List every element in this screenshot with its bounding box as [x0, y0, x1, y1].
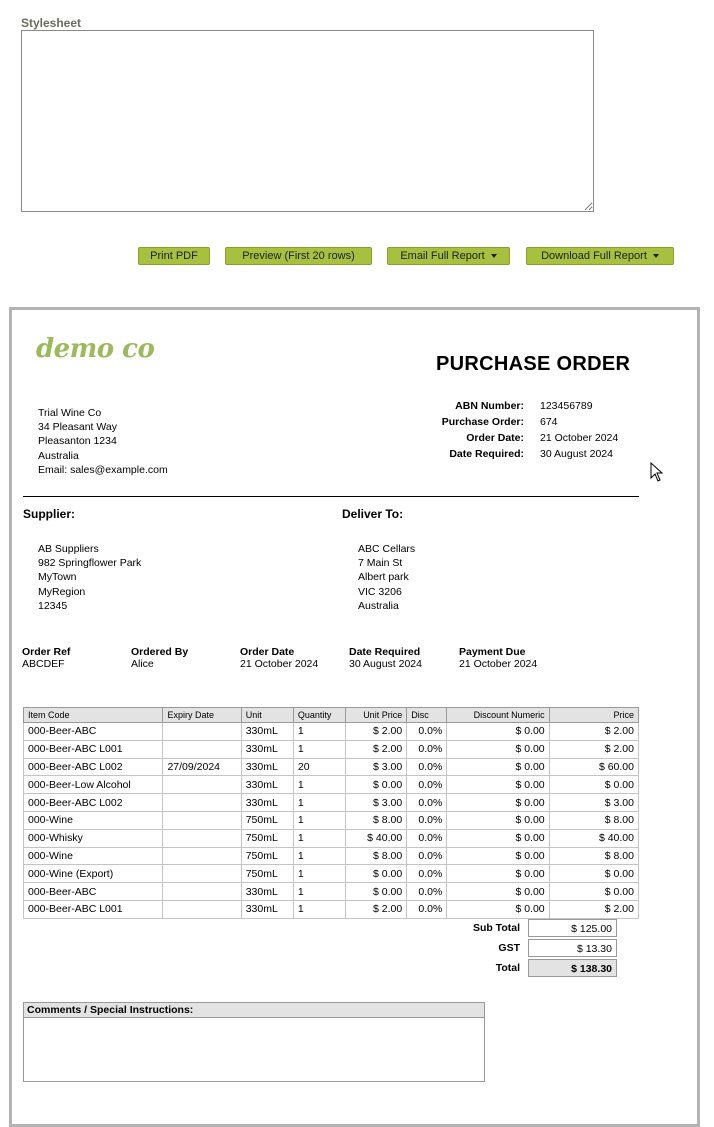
table-row [24, 776, 639, 794]
table-cell: 27/09/2024 [163, 758, 241, 776]
table-cell: 750mL [241, 865, 293, 883]
table-cell: $ 0.00 [447, 865, 549, 883]
table-cell: 000-Wine [24, 811, 163, 829]
table-row [24, 723, 639, 741]
header-field-label: Purchase Order: [441, 416, 524, 428]
header-field-row [412, 414, 652, 430]
ref-label: Order Date [240, 646, 295, 658]
total-label: GST [498, 942, 520, 954]
total-row [460, 959, 617, 977]
deliver-to-address [358, 542, 415, 613]
address-line: AB Suppliers [38, 543, 99, 555]
ref-label: Date Required [349, 646, 421, 658]
ref-value: 30 August 2024 [349, 658, 422, 670]
column-header: Discount Numeric [447, 708, 549, 723]
table-cell: $ 8.00 [549, 811, 638, 829]
table-cell: 330mL [241, 740, 293, 758]
company-country: Australia [38, 449, 79, 462]
table-cell: 000-Beer-ABC L001 [24, 740, 163, 758]
column-header: Unit Price [346, 708, 407, 723]
ref-value: 21 October 2024 [240, 658, 319, 670]
table-cell: 330mL [241, 723, 293, 741]
column-header: Price [549, 708, 638, 723]
column-header: Expiry Date [163, 708, 241, 723]
table-cell: $ 0.00 [447, 811, 549, 829]
table-row [24, 847, 639, 865]
table-cell: $ 0.00 [549, 865, 638, 883]
company-address [38, 406, 168, 477]
mouse-pointer-icon [650, 462, 664, 482]
stylesheet-label: Stylesheet [21, 16, 82, 30]
table-cell: 1 [293, 794, 345, 812]
ref-value: 21 October 2024 [459, 658, 538, 670]
table-cell: 330mL [241, 794, 293, 812]
ref-label: Ordered By [131, 646, 189, 658]
ref-value: Alice [131, 658, 154, 670]
table-row [24, 865, 639, 883]
address-line: Australia [358, 599, 399, 612]
table-cell: $ 2.00 [346, 723, 407, 741]
header-field-label: Order Date: [466, 432, 524, 444]
table-cell: 0.0% [407, 740, 447, 758]
table-cell: 000-Whisky [24, 829, 163, 847]
table-cell: 1 [293, 829, 345, 847]
ordered-by-block [131, 646, 188, 670]
table-cell [163, 740, 241, 758]
table-row [24, 900, 639, 918]
table-cell: 0.0% [407, 776, 447, 794]
ref-label: Order Ref [22, 646, 71, 658]
address-line: VIC 3206 [358, 585, 402, 598]
comments-title: Comments / Special Instructions: [24, 1003, 484, 1018]
table-row [24, 883, 639, 901]
company-city: Pleasanton 1234 [38, 435, 117, 448]
table-cell: 330mL [241, 758, 293, 776]
download-label: Download Full Report [541, 250, 647, 262]
header-field-value: 30 August 2024 [540, 448, 613, 460]
address-line: MyTown [38, 571, 77, 584]
table-row [24, 758, 639, 776]
table-cell: $ 8.00 [346, 847, 407, 865]
total-value: $ 13.30 [528, 939, 617, 957]
table-cell: 000-Beer-ABC [24, 883, 163, 901]
column-header: Quantity [293, 708, 345, 723]
header-field-value: 674 [540, 416, 558, 428]
header-field-label: ABN Number: [455, 400, 524, 412]
table-cell: 000-Wine [24, 847, 163, 865]
ref-value: ABCDEF [22, 658, 65, 670]
table-cell: $ 40.00 [346, 829, 407, 847]
table-cell [163, 900, 241, 918]
table-cell: $ 2.00 [346, 740, 407, 758]
table-cell: 1 [293, 776, 345, 794]
table-cell [163, 829, 241, 847]
header-field-row [412, 398, 652, 414]
column-header: Unit [241, 708, 293, 723]
table-cell: $ 0.00 [447, 794, 549, 812]
table-cell [163, 811, 241, 829]
table-cell: $ 40.00 [549, 829, 638, 847]
table-cell: 1 [293, 865, 345, 883]
table-cell: 0.0% [407, 758, 447, 776]
total-label: Total [495, 962, 520, 974]
email-full-report-button[interactable] [387, 247, 510, 265]
table-cell [163, 847, 241, 865]
address-line: 12345 [38, 599, 68, 612]
table-cell [163, 883, 241, 901]
preview-button[interactable] [225, 247, 372, 265]
header-field-row [412, 446, 652, 462]
table-cell: 000-Beer-ABC L001 [24, 900, 163, 918]
table-cell: $ 0.00 [447, 758, 549, 776]
total-label: Sub Total [472, 922, 520, 934]
table-row [24, 740, 639, 758]
comments-box [23, 1002, 485, 1082]
table-cell: 750mL [241, 811, 293, 829]
caret-down-icon [491, 254, 497, 258]
print-pdf-label: Print PDF [150, 250, 198, 262]
total-row [460, 939, 617, 957]
company-name: Trial Wine Co [38, 407, 102, 419]
table-cell: $ 0.00 [447, 740, 549, 758]
report-title: PURCHASE ORDER [436, 353, 631, 375]
table-cell: 0.0% [407, 811, 447, 829]
table-cell: $ 3.00 [549, 794, 638, 812]
table-row [24, 811, 639, 829]
table-cell: 330mL [241, 776, 293, 794]
payment-due-block [459, 646, 537, 670]
table-cell: 0.0% [407, 794, 447, 812]
table-cell: $ 3.00 [346, 758, 407, 776]
table-cell: 1 [293, 847, 345, 865]
table-cell: 330mL [241, 900, 293, 918]
line-items-table [23, 707, 639, 919]
header-divider [23, 496, 639, 497]
table-cell: $ 0.00 [346, 865, 407, 883]
table-cell: 750mL [241, 829, 293, 847]
table-cell: $ 0.00 [549, 883, 638, 901]
address-line: ABC Cellars [358, 543, 416, 555]
total-row [460, 919, 617, 937]
table-cell: $ 2.00 [549, 723, 638, 741]
order-ref-block [22, 646, 70, 670]
table-cell: 000-Beer-ABC L002 [24, 758, 163, 776]
ref-label: Payment Due [459, 646, 526, 658]
table-cell [163, 723, 241, 741]
download-full-report-button[interactable] [526, 247, 674, 265]
table-cell: $ 0.00 [447, 829, 549, 847]
table-cell [163, 776, 241, 794]
column-header: Disc [407, 708, 447, 723]
header-field-value: 21 October 2024 [540, 432, 619, 444]
table-cell: 000-Wine (Export) [24, 865, 163, 883]
table-cell: 0.0% [407, 723, 447, 741]
header-field-value: 123456789 [540, 400, 593, 412]
table-body [24, 723, 639, 919]
table-cell: $ 0.00 [346, 883, 407, 901]
header-field-row [412, 430, 652, 446]
totals-block [460, 919, 617, 979]
table-cell: 20 [293, 758, 345, 776]
table-cell: $ 0.00 [447, 883, 549, 901]
address-line: 982 Springflower Park [38, 557, 142, 570]
supplier-address [38, 542, 141, 613]
deliver-to-title: Deliver To: [342, 507, 404, 521]
table-cell: 0.0% [407, 847, 447, 865]
company-logo: demo co [36, 334, 155, 364]
table-cell: 000-Beer-Low Alcohol [24, 776, 163, 794]
table-cell: 1 [293, 811, 345, 829]
table-cell: 1 [293, 900, 345, 918]
table-cell: 0.0% [407, 883, 447, 901]
email-label: Email Full Report [400, 250, 485, 262]
caret-down-icon [653, 254, 659, 258]
header-field-label: Date Required: [449, 448, 524, 460]
table-cell: 1 [293, 723, 345, 741]
table-cell: $ 0.00 [346, 776, 407, 794]
table-cell: $ 0.00 [447, 776, 549, 794]
table-row [24, 829, 639, 847]
table-cell [163, 794, 241, 812]
column-header: Item Code [24, 708, 163, 723]
address-line: Albert park [358, 571, 409, 584]
table-cell: 0.0% [407, 865, 447, 883]
table-cell: 0.0% [407, 829, 447, 847]
address-line: MyRegion [38, 585, 86, 598]
total-value: $ 138.30 [528, 959, 617, 977]
table-cell: $ 2.00 [549, 900, 638, 918]
total-value: $ 125.00 [528, 919, 617, 937]
table-cell [163, 865, 241, 883]
table-cell: $ 0.00 [447, 723, 549, 741]
table-header-row [24, 708, 639, 723]
table-cell: 750mL [241, 847, 293, 865]
report-preview [9, 307, 700, 1127]
table-cell: 1 [293, 883, 345, 901]
preview-label: Preview (First 20 rows) [242, 250, 355, 262]
table-cell: 1 [293, 740, 345, 758]
table-cell: $ 0.00 [549, 776, 638, 794]
stylesheet-textarea[interactable] [21, 30, 594, 212]
supplier-title: Supplier: [23, 507, 76, 521]
table-cell: 0.0% [407, 900, 447, 918]
table-cell: $ 0.00 [447, 847, 549, 865]
header-fields [412, 398, 652, 462]
table-cell: $ 3.00 [346, 794, 407, 812]
company-email: Email: sales@example.com [38, 463, 168, 476]
order-date-block [240, 646, 318, 670]
table-cell: $ 8.00 [346, 811, 407, 829]
table-cell: $ 8.00 [549, 847, 638, 865]
table-cell: 330mL [241, 883, 293, 901]
table-cell: $ 0.00 [447, 900, 549, 918]
company-street: 34 Pleasant Way [38, 421, 117, 434]
table-cell: $ 2.00 [346, 900, 407, 918]
date-required-block [349, 646, 422, 670]
table-cell: $ 60.00 [549, 758, 638, 776]
table-cell: 000-Beer-ABC L002 [24, 794, 163, 812]
print-pdf-button[interactable] [138, 247, 210, 265]
table-cell: $ 2.00 [549, 740, 638, 758]
address-line: 7 Main St [358, 557, 403, 570]
table-row [24, 794, 639, 812]
table-cell: 000-Beer-ABC [24, 723, 163, 741]
